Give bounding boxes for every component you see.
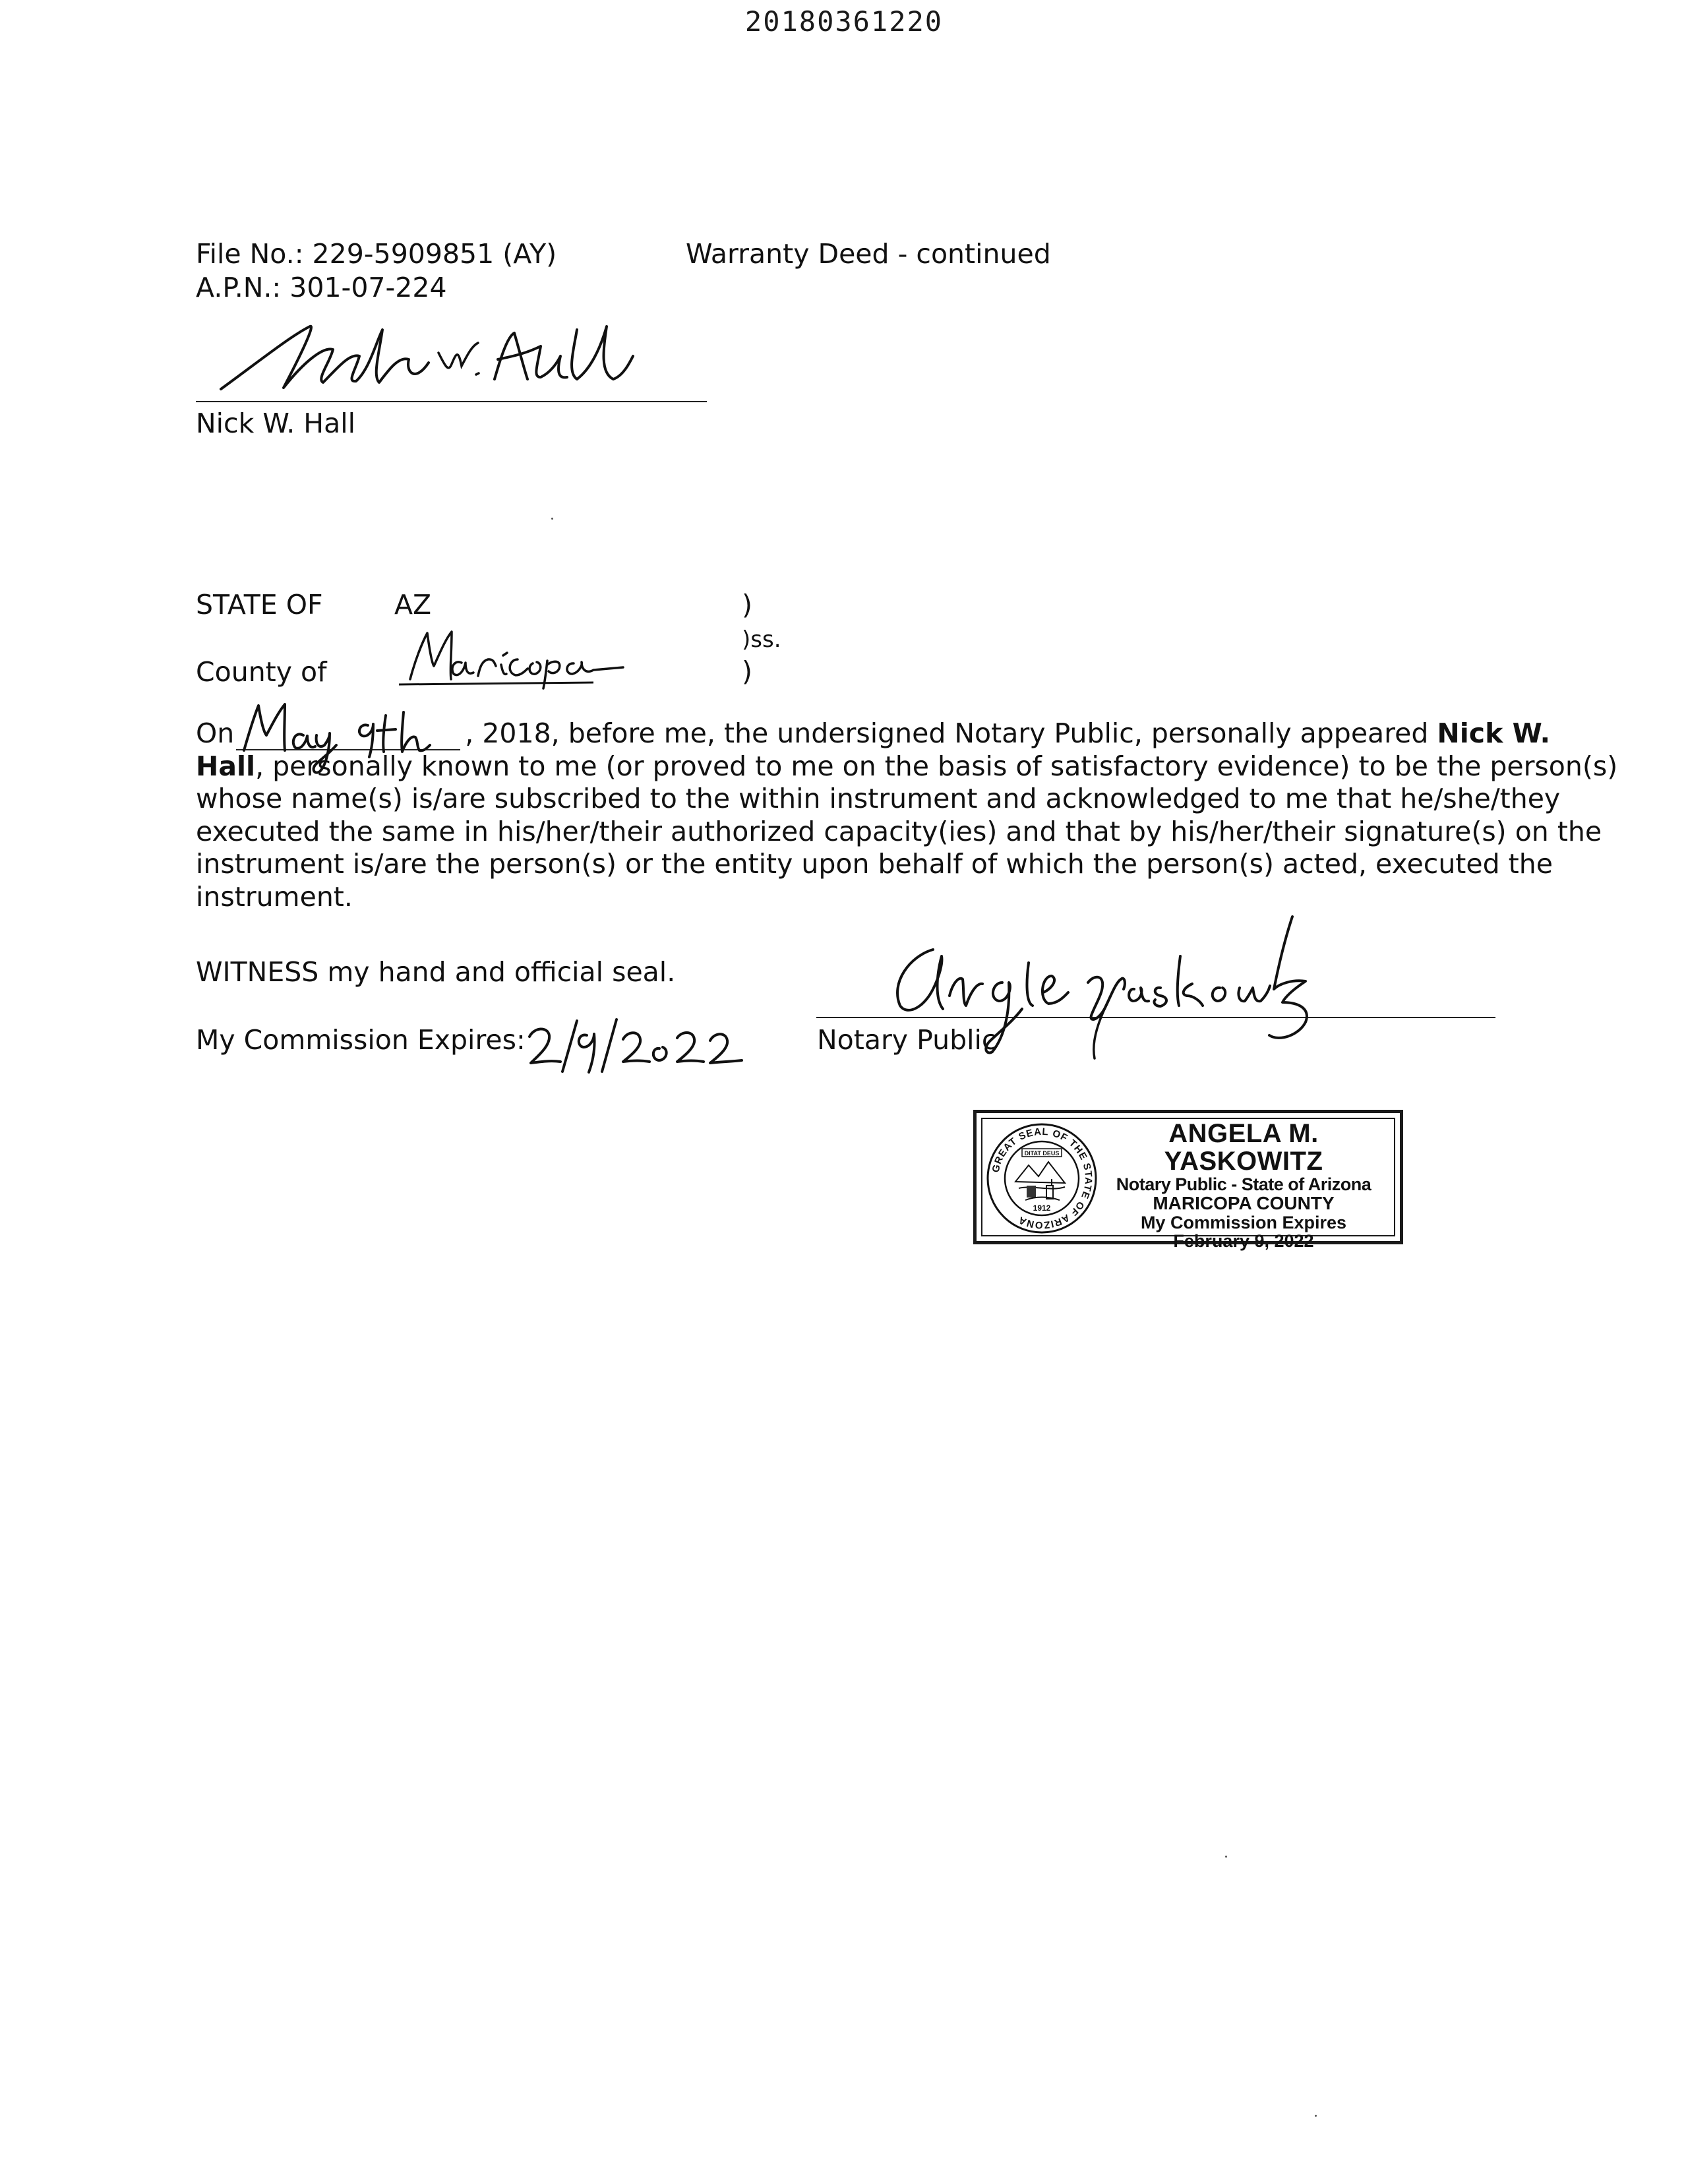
venue-paren-bottom: ): [742, 655, 752, 687]
commission-expires-label: My Commission Expires:: [196, 1024, 526, 1056]
state-value: AZ: [394, 589, 432, 621]
grantor-signature: [218, 317, 640, 396]
grantor-signature-line: [196, 401, 707, 402]
notary-stamp-name: ANGELA M. YASKOWITZ: [1164, 1119, 1323, 1176]
acknowledgment-line-3: whose name(s) is/are subscribed to the within instrument and acknowledged to me that he/she/they: [196, 783, 1561, 814]
scan-speck: [551, 518, 553, 520]
notary-public-label: Notary Public: [817, 1024, 997, 1056]
venue-paren-top: ): [742, 589, 752, 621]
acknowledgment-line-2-text: , personally known to me (or proved to me on the basis of satisfactory evidence) to be the person(s): [255, 750, 1618, 782]
state-label: STATE OF: [196, 589, 323, 621]
notary-stamp-line-3: My Commission Expires: [1140, 1212, 1347, 1232]
arizona-state-seal: [986, 1122, 1098, 1234]
scan-speck: [1225, 1856, 1227, 1858]
on-label: On: [196, 717, 235, 749]
file-number: File No.: 229-5909851 (AY): [196, 238, 557, 270]
acknowledgment-line-5: instrument is/are the person(s) or the entity upon behalf of which the person(s) acted, executed the: [196, 848, 1553, 880]
notary-stamp-line-1: Notary Public - State of Arizona: [1116, 1174, 1372, 1194]
document-title: Warranty Deed - continued: [686, 238, 1051, 270]
grantor-name: Nick W. Hall: [196, 408, 356, 439]
notary-signature: [870, 910, 1411, 1062]
seal-motto: DITAT DEUS: [1024, 1150, 1060, 1157]
seal-ring-text: GREAT SEAL OF THE STATE OF ARIZONA: [990, 1126, 1095, 1231]
acknowledgment-line-1-text: , 2018, before me, the undersigned Notary Public, personally appeared: [465, 717, 1437, 749]
venue-ss: )ss.: [742, 626, 781, 653]
seal-year: 1912: [1033, 1203, 1051, 1213]
acknowledgment-line-4: executed the same in his/her/their authorized capacity(ies) and that by his/her/their signature(s) on the: [196, 815, 1602, 847]
witness-statement: WITNESS my hand and official seal.: [196, 956, 676, 988]
notary-stamp-line-4: February 9, 2022: [1173, 1231, 1314, 1252]
notary-stamp-text: [1089, 1120, 1399, 1250]
notary-stamp-line-2: MARICOPA COUNTY: [1153, 1193, 1335, 1214]
acknowledgment-line-6: instrument.: [196, 880, 353, 913]
party-name-part1: Nick W.: [1437, 717, 1551, 749]
scan-speck: [1315, 2115, 1317, 2117]
notary-stamp: [973, 1110, 1403, 1252]
county-handwritten: [396, 626, 640, 689]
apn-number: A.P.N.: 301-07-224: [196, 272, 447, 303]
county-label: County of: [196, 656, 327, 688]
date-handwritten: [237, 699, 462, 778]
party-name-part2: Hall: [196, 750, 256, 782]
commission-date-handwritten: [524, 1009, 768, 1081]
recording-number: 20180361220: [744, 5, 944, 38]
